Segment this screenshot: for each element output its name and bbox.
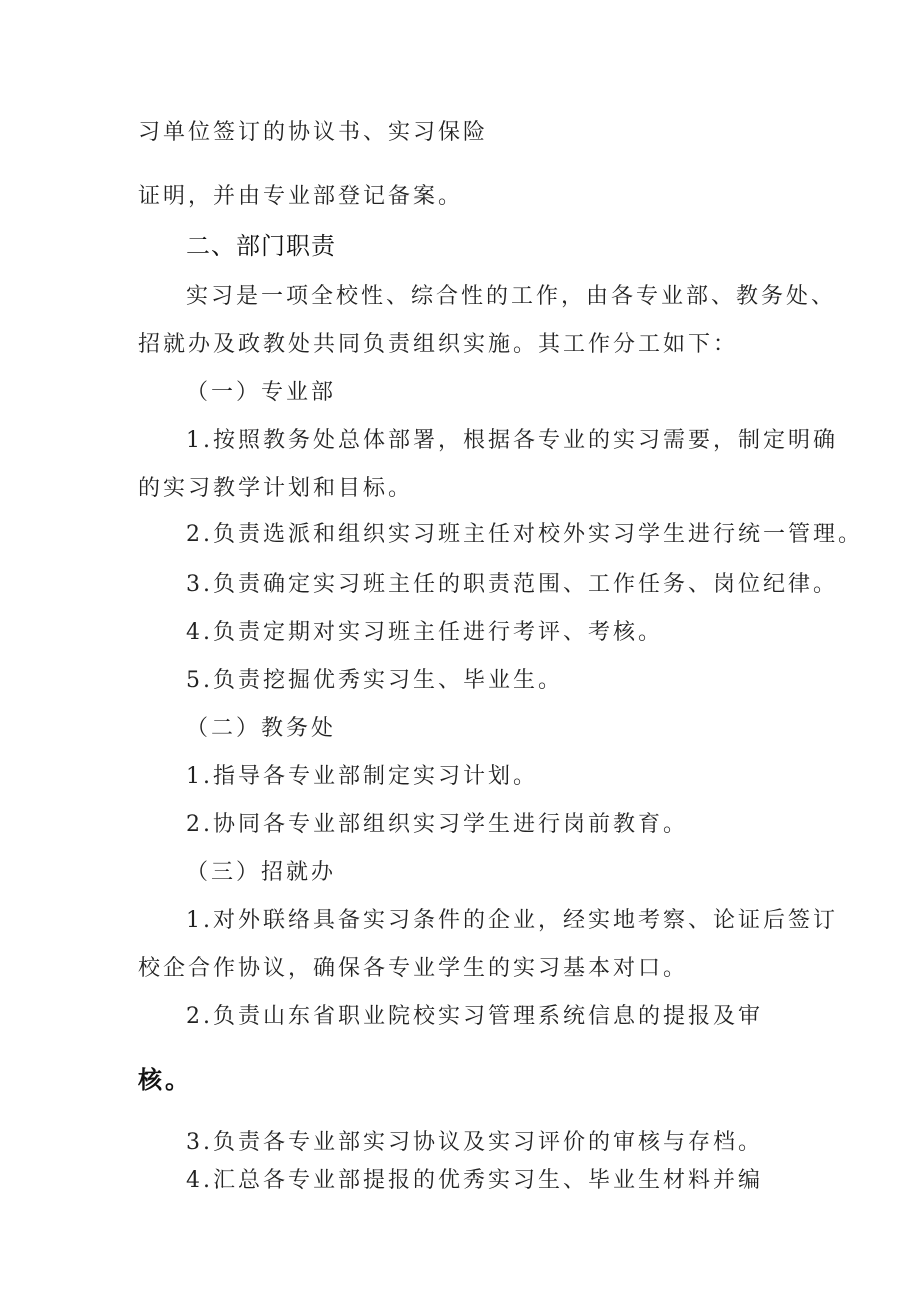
list-item: 4.负责定期对实习班主任进行考评、考核。 — [186, 620, 663, 645]
list-item: 3.负责确定实习班主任的职责范围、工作任务、岗位纪律。 — [186, 572, 838, 597]
list-item: 2.协同各专业部组织实习学生进行岗前教育。 — [186, 812, 688, 837]
paragraph-line: 招就办及政教处共同负责组织实施。其工作分工如下： — [138, 332, 739, 357]
list-item: 1.对外联络具备实习条件的企业，经实地考察、论证后签订 — [186, 908, 838, 933]
subsection-heading: （三）招就办 — [186, 860, 337, 885]
paragraph-line: 习单位签订的协议书、实习保险 — [138, 120, 489, 145]
paragraph-line: 证明，并由专业部登记备案。 — [138, 184, 464, 209]
list-item-continuation: 的实习教学计划和目标。 — [138, 476, 414, 501]
paragraph-line: 实习是一项全校性、综合性的工作，由各专业部、教务处、 — [186, 284, 837, 309]
list-item: 1.按照教务处总体部署，根据各专业的实习需要，制定明确 — [186, 428, 838, 453]
section-heading: 二、部门职责 — [186, 232, 336, 260]
list-item-continuation: 核。 — [138, 1065, 192, 1094]
list-item: 4.汇总各专业部提报的优秀实习生、毕业生材料并编 — [186, 1168, 763, 1193]
list-item: 2.负责选派和组织实习班主任对校外实习学生进行统一管理。 — [186, 522, 863, 547]
subsection-heading: （一）专业部 — [186, 380, 337, 405]
list-item: 3.负责各专业部实习协议及实习评价的审核与存档。 — [186, 1130, 763, 1155]
subsection-heading: （二）教务处 — [186, 716, 337, 741]
list-item: 1.指导各专业部制定实习计划。 — [186, 764, 538, 789]
list-item-continuation: 校企合作协议，确保各专业学生的实习基本对口。 — [138, 956, 689, 981]
list-item: 2.负责山东省职业院校实习管理系统信息的提报及审 — [186, 1004, 763, 1029]
list-item: 5.负责挖掘优秀实习生、毕业生。 — [186, 668, 563, 693]
